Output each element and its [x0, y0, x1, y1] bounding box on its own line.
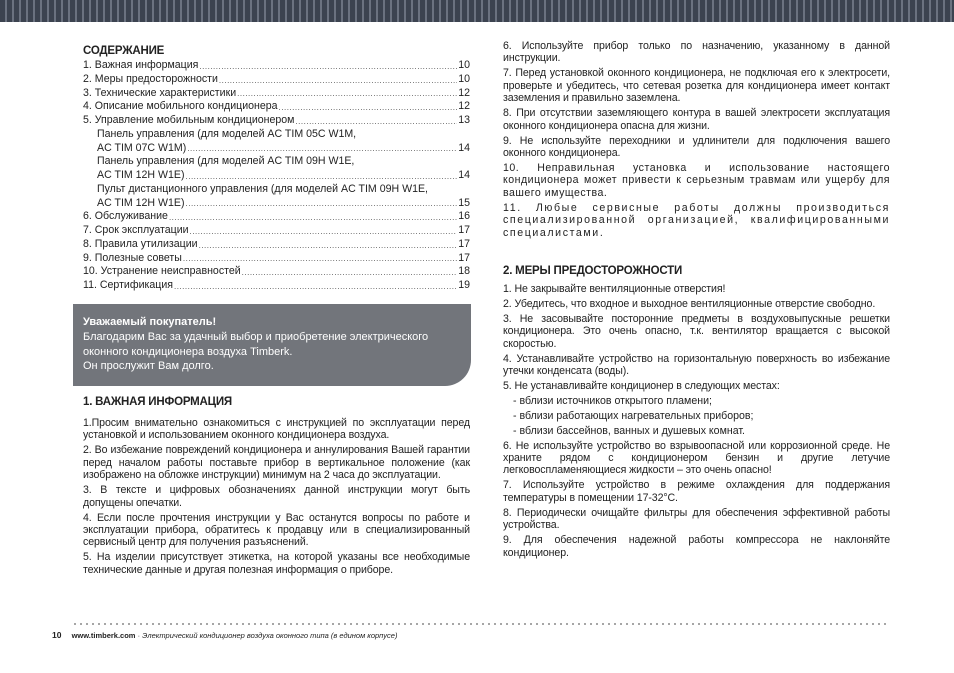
toc-subitem-line: Пульт дистанционного управления (для моделей AC TIM 09H W1E,: [97, 182, 428, 195]
paragraph: 4. Устанавливайте устройство на горизонтальную поверхность во избежание утечки конденсата (воды).: [503, 352, 890, 378]
paragraph: 6. Не используйте устройство во взрывоопасной или коррозионной среде. Не храните рядом с кондиционером бензин и другие летучие легковоспламеняющиеся жидкости – это очень опасно!: [503, 439, 890, 477]
page-footer: [52, 630, 397, 640]
important-info-title: 1. ВАЖНАЯ ИНФОРМАЦИЯ: [83, 396, 232, 408]
paragraph: 4. Если после прочтения инструкции у Вас останутся вопросы по работе и эксплуатации прибора, обратитесь к продавцу или в специализированный сервисный центр для получения разъяснений.: [83, 511, 470, 549]
paragraph: 10. Неправильная установка и использование настоящего кондиционера может привести к серьезным травмам или ущербу для вашего имущества.: [503, 162, 890, 199]
greeting-title: Уважаемый покупатель!: [83, 316, 217, 328]
paragraph: 6. Используйте прибор только по назначению, указанному в данной инструкции.: [503, 40, 890, 65]
toc-item: 7. Срок эксплуатации ..... 17: [83, 224, 470, 238]
right-column: [503, 40, 890, 562]
toc-subitem-line: Панель управления (для моделей AC TIM 09H W1E,: [97, 155, 355, 168]
toc-item: 3. Технические характеристики ..... 12: [83, 87, 470, 101]
toc-title: СОДЕРЖАНИЕ: [83, 45, 165, 57]
toc-list: [83, 59, 470, 293]
toc-item: 1. Важная информация ..... 10: [83, 59, 470, 73]
paragraph: 7. Перед установкой оконного кондиционера, не подключая его к электросети, проверьте и убедитесь, что сетевая розетка для кондиционера имеет контакт заземления и правильно заземлена.: [503, 67, 890, 105]
important-info-section: [83, 396, 470, 579]
paragraph: 2. Во избежание повреждений кондиционера и аннулирования Вашей гарантии перед началом работы поставьте прибор в вертикальное положение (как изображено на обложке инструкции) минимум на 2 часа до эксплуатации.: [83, 444, 470, 482]
list-item: - вблизи источников открытого пламени;: [513, 395, 712, 408]
footer-separator: ·: [137, 631, 141, 640]
toc-item: 4. Описание мобильного кондиционера ..... 12: [83, 100, 470, 114]
toc-item: 10. Устранение неисправностей ..... 18: [83, 265, 470, 279]
paragraph: 7. Используйте устройство в режиме охлаждения для поддержания температуры в помещении 17-32°C.: [503, 479, 890, 504]
toc-subitem: AC TIM 07C W1M) ..... 14: [83, 142, 470, 156]
greeting-line: Он прослужит Вам долго.: [83, 360, 214, 373]
toc-item: 9. Полезные советы ..... 17: [83, 252, 470, 266]
greeting-box: [73, 304, 471, 386]
paragraph: 5. Не устанавливайте кондиционер в следующих местах:: [503, 380, 780, 393]
page-number: 10: [52, 630, 62, 640]
paragraph: 3. Не засовывайте посторонние предметы в воздуховыпускные решетки кондиционера. Это очень опасно, т.к. вентилятор вращается с высокой скоростью.: [503, 313, 890, 350]
paragraph: 8. Периодически очищайте фильтры для обеспечения эффективной работы устройства.: [503, 506, 890, 532]
list-item: - вблизи бассейнов, ванных и душевых комнат.: [513, 424, 745, 437]
paragraph: 9. Для обеспечения надежной работы компрессора не наклоняйте кондиционер.: [503, 534, 890, 559]
table-of-contents: [83, 45, 470, 293]
toc-subitem-line: Панель управления (для моделей AC TIM 05C W1M,: [97, 127, 357, 140]
toc-subitem: AC TIM 12H W1E) ..... 14: [83, 169, 470, 183]
toc-subitem: AC TIM 12H W1E) ..... 15: [83, 197, 470, 211]
footer-dotted-divider: [72, 623, 890, 625]
paragraph: 1. Не закрывайте вентиляционные отверстия!: [503, 283, 726, 296]
paragraph: 8. При отсутствии заземляющего контура в вашей электросети эксплуатация оконного кондиционера опасна для жизни.: [503, 107, 890, 132]
footer-description: Электрический кондиционер воздуха оконного типа (в едином корпусе): [142, 631, 398, 640]
toc-item: 2. Меры предосторожности ..... 10: [83, 73, 470, 87]
paragraph: 2. Убедитесь, что входное и выходное вентиляционные отверстие свободно.: [503, 298, 876, 311]
paragraph: 9. Не используйте переходники и удлинители для подключения вашего оконного кондиционера.: [503, 134, 890, 160]
toc-item: 5. Управление мобильным кондиционером ..... 13: [83, 114, 470, 128]
toc-item: 8. Правила утилизации ..... 17: [83, 238, 470, 252]
paragraph: 11. Любые сервисные работы должны производиться специализированной организацией, квалифицированными специалистами.: [503, 201, 890, 239]
top-decorative-stripe: [0, 0, 954, 22]
list-item: - вблизи работающих нагревательных приборов;: [513, 410, 754, 423]
footer-url: www.timberk.com: [71, 631, 136, 640]
paragraph: 5. На изделии присутствует этикетка, на которой указаны все необходимые технические данные и другая полезная информация о приборе.: [83, 551, 470, 576]
paragraph: 3. В тексте и цифровых обозначениях данной инструкции могут быть допущены опечатки.: [83, 484, 470, 509]
toc-item: 6. Обслуживание ..... 16: [83, 210, 470, 224]
paragraph: 1.Просим внимательно ознакомиться с инструкцией по эксплуатации перед установкой и использованием оконного кондиционера воздуха.: [83, 417, 470, 442]
greeting-line: оконного кондиционера воздуха Timberk.: [83, 345, 293, 358]
precautions-title: 2. МЕРЫ ПРЕДОСТОРОЖНОСТИ: [503, 265, 683, 278]
greeting-line: Благодарим Вас за удачный выбор и приобретение электрического: [83, 330, 429, 343]
toc-item: 11. Сертификация ..... 19: [83, 279, 470, 293]
